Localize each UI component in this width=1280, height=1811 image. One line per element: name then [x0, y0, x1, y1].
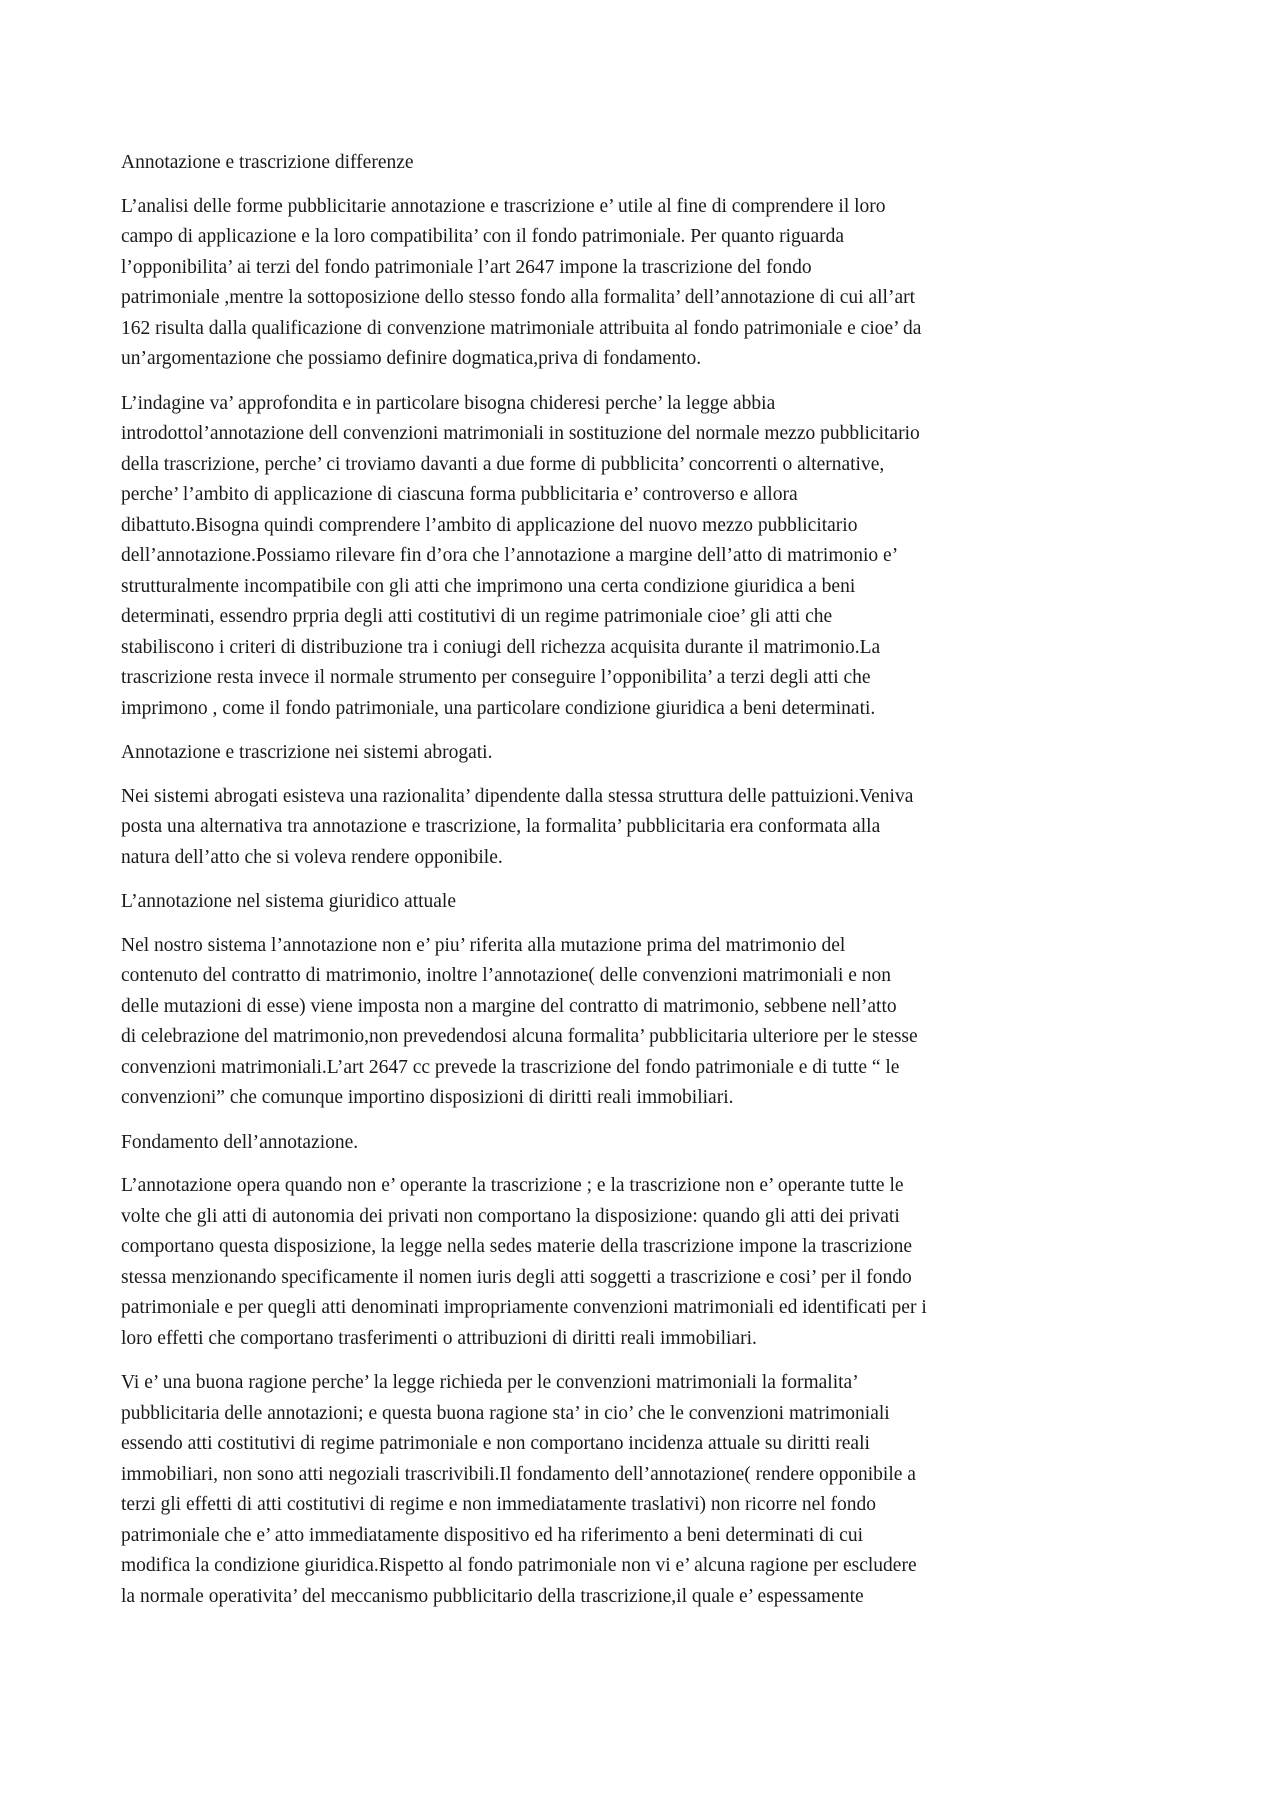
- paragraph: [121, 1368, 1173, 1612]
- document-page: [121, 148, 1173, 1626]
- paragraph-line: patrimoniale ,mentre la sottoposizione dello stesso fondo alla formalita’ dell’annotazione di cui all’art: [121, 287, 916, 308]
- paragraph-line: patrimoniale e per quegli atti denominati impropriamente convenzioni matrimoniali ed identificati per i: [121, 1297, 927, 1318]
- paragraph: [121, 1171, 1173, 1354]
- paragraph-line: strutturalmente incompatibile con gli atti che imprimono una certa condizione giuridica a beni: [121, 575, 856, 597]
- paragraph-line: comportano questa disposizione, la legge nella sedes materie della trascrizione impone la trascrizione: [121, 1236, 913, 1257]
- paragraph-line: L’indagine va’ approfondita e in particolare bisogna chideresi perche’ la legge abbia: [121, 392, 776, 414]
- paragraph-line: l’opponibilita’ ai terzi del fondo patrimoniale l’art 2647 impone la trascrizione del fondo: [121, 256, 812, 278]
- paragraph-line: modifica la condizione giuridica.Rispetto al fondo patrimoniale non vi e’ alcuna ragione per escludere: [121, 1555, 917, 1576]
- paragraph-line: di celebrazione del matrimonio,non prevedendosi alcuna formalita’ pubblicitaria ulteriore per le stesse: [121, 1026, 918, 1047]
- paragraph-line: introdottol’annotazione dell convenzioni matrimoniali in sostituzione del normale mezzo pubblicitario: [121, 423, 920, 444]
- paragraph-line: trascrizione resta invece il normale strumento per conseguire l’opponibilita’ a terzi degli atti che: [121, 667, 871, 688]
- paragraph-line: dibattuto.Bisogna quindi comprendere l’ambito di applicazione del nuovo mezzo pubblicitario: [121, 514, 858, 536]
- paragraph-line: terzi gli effetti di atti costitutivi di regime e non immediatamente traslativi) non ricorre nel fondo: [121, 1494, 877, 1515]
- paragraph-line: perche’ l’ambito di applicazione di ciascuna forma pubblicitaria e’ controverso e allora: [121, 484, 798, 505]
- paragraph-line: stabiliscono i criteri di distribuzione tra i coniugi dell richezza acquisita durante il matrimonio.La: [121, 636, 881, 658]
- paragraph-line: convenzioni matrimoniali.L’art 2647 cc prevede la trascrizione del fondo patrimoniale e di tutte “ le: [121, 1056, 900, 1078]
- paragraph-line: convenzioni” che comunque importino disposizioni di diritti reali immobiliari.: [121, 1087, 734, 1108]
- paragraph-line: posta una alternativa tra annotazione e trascrizione, la formalita’ pubblicitaria era conformata alla: [121, 816, 881, 837]
- paragraph-line: essendo atti costitutivi di regime patrimoniale e non comportano incidenza attuale su diritti reali: [121, 1433, 870, 1454]
- paragraph-line: volte che gli atti di autonomia dei privati non comportano la disposizione: quando gli atti dei privati: [121, 1205, 900, 1227]
- paragraph-line: stessa menzionando specificamente il nomen iuris degli atti soggetti a trascrizione e cosi’ per il fondo: [121, 1266, 912, 1288]
- section-heading: L’annotazione nel sistema giuridico attuale: [121, 891, 457, 912]
- paragraph-line: L’analisi delle forme pubblicitarie annotazione e trascrizione e’ utile al fine di comprendere il loro: [121, 195, 886, 217]
- paragraph-line: immobiliari, non sono atti negoziali trascrivibili.Il fondamento dell’annotazione( rendere opponibile a: [121, 1463, 916, 1485]
- paragraph-line: pubblicitaria delle annotazioni; e questa buona ragione sta’ in cio’ che le convenzioni matrimoniali: [121, 1402, 890, 1424]
- paragraph-line: determinati, essendro prpria degli atti costitutivi di un regime patrimoniale cioe’ gli atti che: [121, 606, 833, 627]
- paragraph-line: Nei sistemi abrogati esisteva una razionalita’ dipendente dalla stessa struttura delle pattuizioni.Veniva: [121, 785, 914, 807]
- paragraph-line: Nel nostro sistema l’annotazione non e’ piu’ riferita alla mutazione prima del matrimonio del: [121, 934, 846, 956]
- paragraph: [121, 389, 1173, 725]
- paragraph-line: un’argomentazione che possiamo definire dogmatica,priva di fondamento.: [121, 348, 702, 369]
- paragraph-line: L’annotazione opera quando non e’ operante la trascrizione ; e la trascrizione non e’ operante tutte le: [121, 1175, 904, 1196]
- paragraph: [121, 931, 1173, 1114]
- paragraph-line: contenuto del contratto di matrimonio, inoltre l’annotazione( delle convenzioni matrimoniali e non: [121, 965, 892, 986]
- paragraph-line: Vi e’ una buona ragione perche’ la legge richieda per le convenzioni matrimoniali la formalita’: [121, 1372, 859, 1393]
- paragraph-line: della trascrizione, perche’ ci troviamo davanti a due forme di pubblicita’ concorrenti o alternative,: [121, 453, 885, 475]
- paragraph-line: la normale operativita’ del meccanismo pubblicitario della trascrizione,il quale e’ espessamente: [121, 1585, 864, 1607]
- paragraph: [121, 782, 1173, 874]
- paragraph: [121, 192, 1173, 375]
- paragraph-line: delle mutazioni di esse) viene imposta non a margine del contratto di matrimonio, sebbene nell’atto: [121, 995, 897, 1017]
- paragraph-line: loro effetti che comportano trasferimenti o attribuzioni di diritti reali immobiliari.: [121, 1327, 757, 1349]
- section-heading: Annotazione e trascrizione differenze: [121, 152, 414, 173]
- section-heading: Fondamento dell’annotazione.: [121, 1131, 359, 1153]
- section-heading: Annotazione e trascrizione nei sistemi abrogati.: [121, 742, 493, 763]
- paragraph-line: patrimoniale che e’ atto immediatamente dispositivo ed ha riferimento a beni determinati di cui: [121, 1524, 864, 1546]
- paragraph-line: 162 risulta dalla qualificazione di convenzione matrimoniale attribuita al fondo patrimoniale e cioe’ da: [121, 317, 922, 339]
- paragraph-line: imprimono , come il fondo patrimoniale, una particolare condizione giuridica a beni determinati.: [121, 697, 876, 719]
- paragraph-line: natura dell’atto che si voleva rendere opponibile.: [121, 846, 503, 868]
- paragraph-line: dell’annotazione.Possiamo rilevare fin d’ora che l’annotazione a margine dell’atto di matrimonio e’: [121, 545, 899, 566]
- paragraph-line: campo di applicazione e la loro compatibilita’ con il fondo patrimoniale. Per quanto riguarda: [121, 226, 845, 247]
